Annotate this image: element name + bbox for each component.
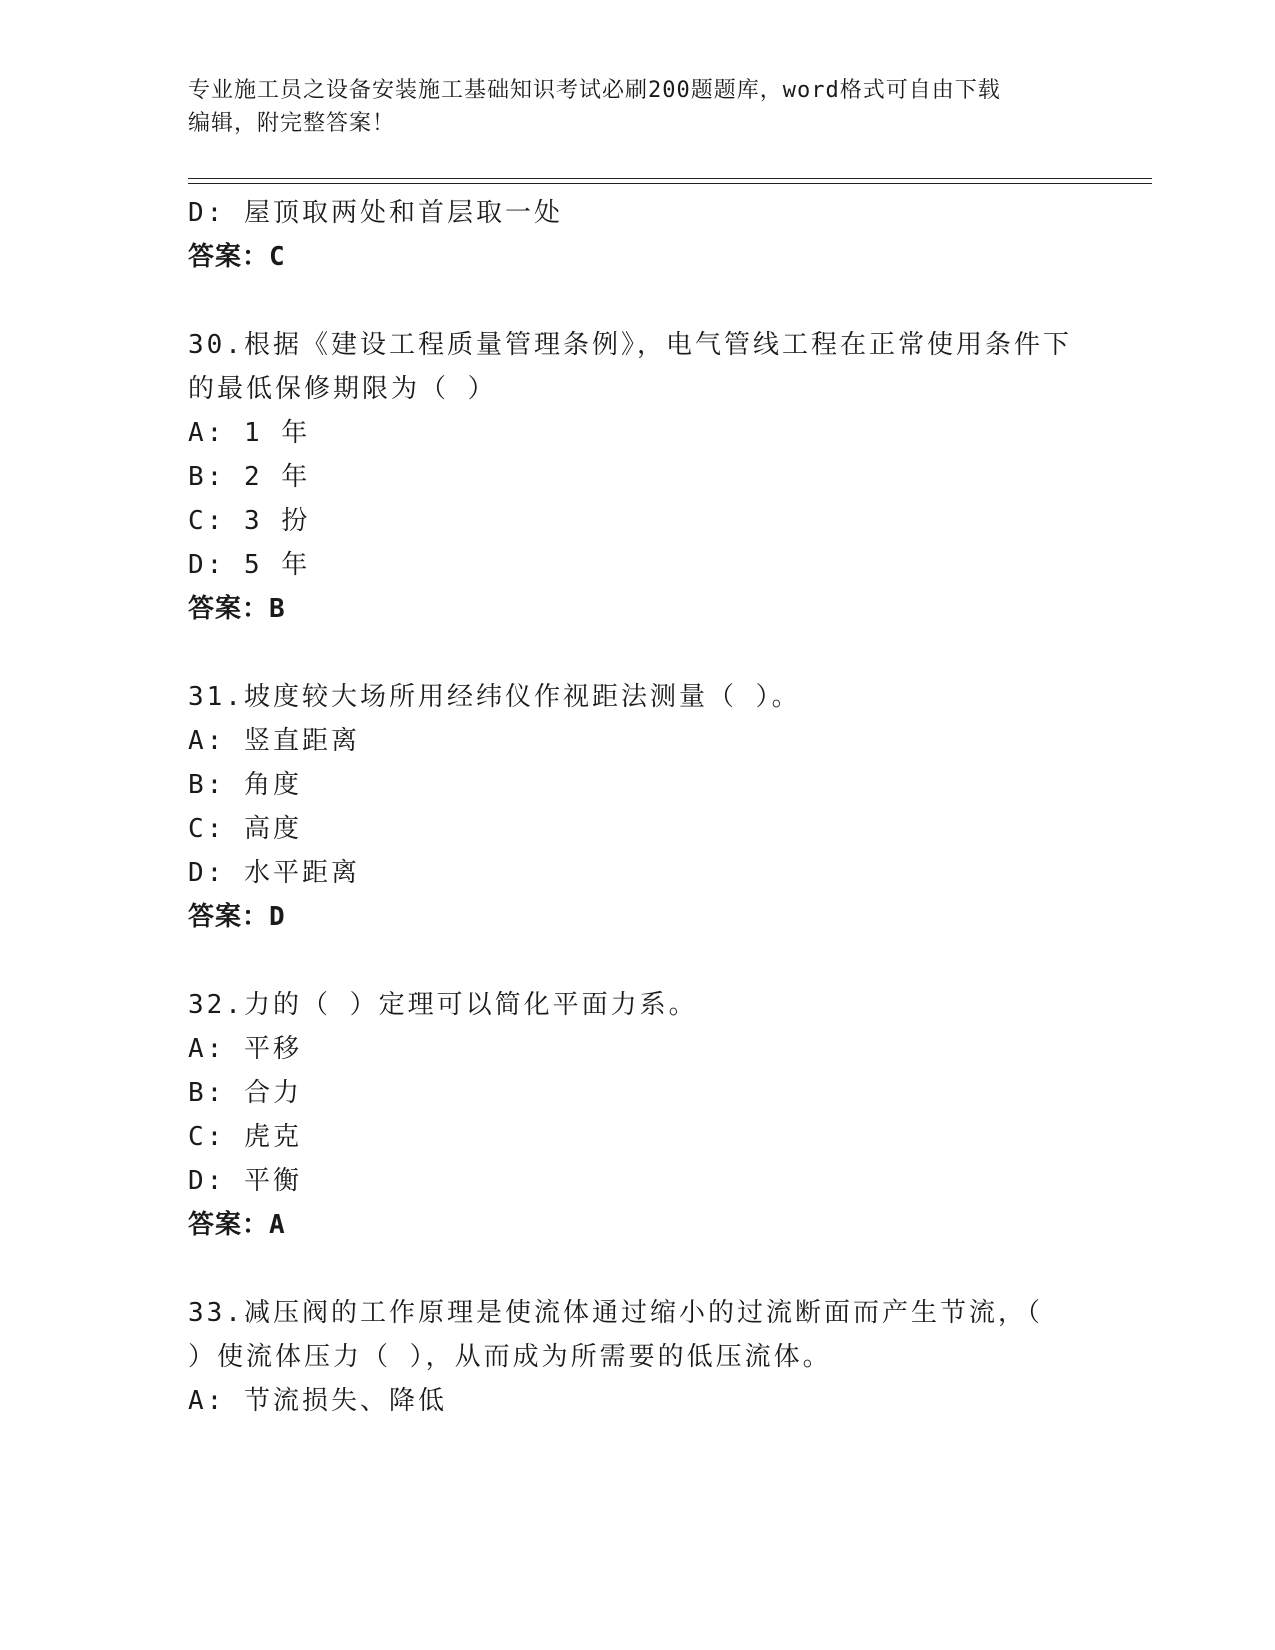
q32-option-a: A: 平移 (188, 1034, 302, 1064)
header-line-2: 编辑，附完整答案！ (188, 111, 396, 136)
q30-option-d: D: 5 年 (188, 550, 311, 580)
q32-option-b: B: 合力 (188, 1078, 302, 1108)
q31-option-b: B: 角度 (188, 770, 302, 800)
q30-option-a: A: 1 年 (188, 418, 311, 448)
q30-stem-line-1: 30.根据《建设工程质量管理条例》，电气管线工程在正常使用条件下 (188, 330, 1072, 360)
q29-answer: 答案：C (188, 242, 286, 272)
q31-option-c: C: 高度 (188, 814, 302, 844)
q30-option-c: C: 3 扮 (188, 506, 311, 536)
q30-answer: 答案：B (188, 594, 286, 624)
header-divider-bottom (188, 183, 1152, 184)
q32-answer: 答案：A (188, 1210, 286, 1240)
q31-option-d: D: 水平距离 (188, 858, 360, 888)
document-header (188, 74, 1088, 140)
q31-stem-line-1: 31.坡度较大场所用经纬仪作视距法测量（ ）。 (188, 682, 801, 712)
q33-stem-line-2: ）使流体压力（ ），从而成为所需要的低压流体。 (188, 1342, 832, 1372)
q30-stem-line-2: 的最低保修期限为（ ） (188, 374, 497, 404)
q29-option-d: D: 屋顶取两处和首层取一处 (188, 198, 563, 228)
header-line-1: 专业施工员之设备安装施工基础知识考试必刷200题题库，word格式可自由下载 (188, 78, 1001, 103)
q33-option-a: A: 节流损失、降低 (188, 1386, 447, 1416)
q32-option-d: D: 平衡 (188, 1166, 302, 1196)
q31-answer: 答案：D (188, 902, 286, 932)
q33-stem-line-1: 33.减压阀的工作原理是使流体通过缩小的过流断面而产生节流，（ (188, 1298, 1043, 1328)
q32-stem-line-1: 32.力的（ ）定理可以简化平面力系。 (188, 990, 698, 1020)
q30-option-b: B: 2 年 (188, 462, 311, 492)
q32-option-c: C: 虎克 (188, 1122, 302, 1152)
q31-option-a: A: 竖直距离 (188, 726, 360, 756)
header-divider-top (188, 178, 1152, 179)
